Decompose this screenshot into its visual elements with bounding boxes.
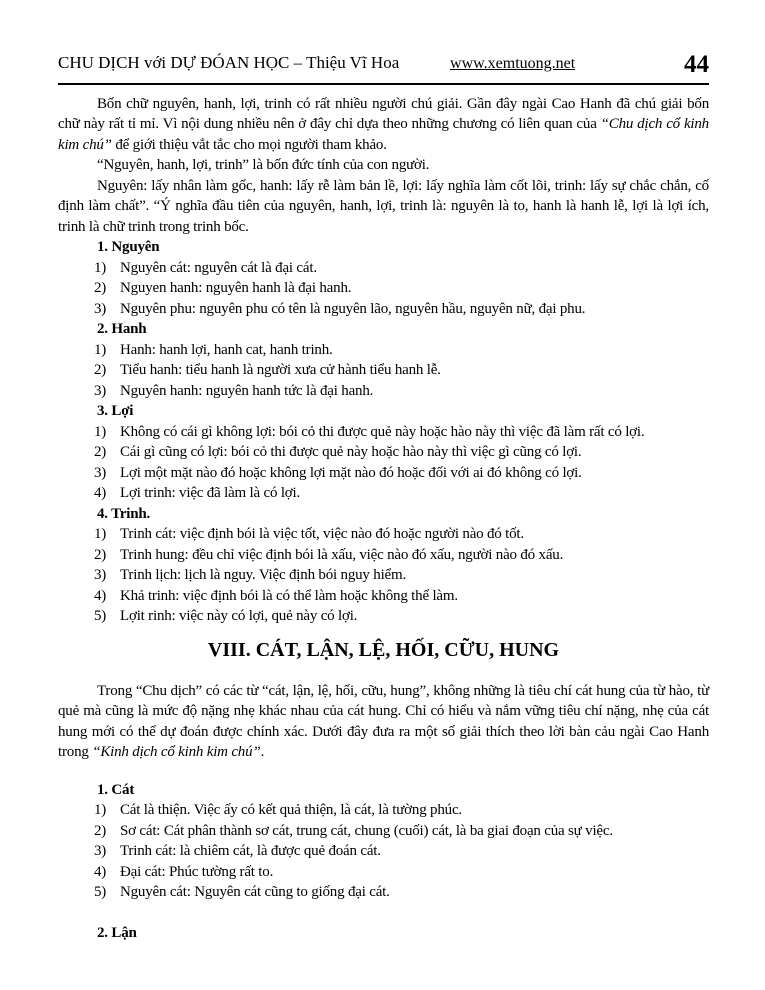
list-item-text: Nguyên cát: Nguyên cát cũng to giống đại cát.: [120, 884, 390, 900]
list-item-number: 2): [94, 362, 107, 378]
list-item-number: 5): [94, 608, 107, 624]
list-item: [58, 565, 709, 586]
list-item-number: 3): [94, 843, 107, 859]
list-item: [58, 422, 709, 443]
paragraph-text: “Nguyên, hanh, lợi, trinh” là bốn đức tính của con người.: [97, 157, 430, 173]
list-item-text: Lợi một mặt nào đó hoặc không lợi mặt nào đó hoặc đối với ai đó không có lợi.: [120, 464, 582, 481]
list-item-text: Nguyen hanh: nguyên hanh là đại hanh.: [120, 280, 352, 296]
document-body: [58, 94, 709, 944]
list-item-text: Trinh cát: việc định bói là việc tốt, việc nào đó hoặc người nào đó tốt.: [120, 526, 524, 542]
book-title-italic: “Chu dịch cổ kinh kim chú”: [58, 116, 709, 153]
paragraph: [58, 155, 709, 176]
list-item-text: Hanh: hanh lợi, hanh cat, hanh trinh.: [120, 341, 333, 358]
list-item: [58, 340, 709, 361]
list-item: [58, 463, 709, 484]
paragraph-text: Trong “Chu dịch” có các từ “cát, lận, lệ, hối, cữu, hung”, không những là tiêu chí cát hung của từ hào, từ quẻ mà cũng là mức độ nặng nhẹ khác nhau của cát hung. Chỉ có hiểu và nắm vững tiêu chí nặng, nhẹ của cát hung mới có thể dự đoán được chính xác. Dưới đây đưa ra một số giải thích theo lời bàn cảu ngài Cao Hanh trong: [58, 682, 709, 760]
list-item: [58, 606, 709, 627]
list-item: [58, 882, 709, 903]
paragraph-text: .: [260, 744, 265, 760]
list-item-text: Trinh cát: là chiêm cát, là được quẻ đoán cát.: [120, 843, 381, 859]
list-item-number: 1): [94, 341, 107, 358]
section-heading: 1. Cát: [97, 781, 135, 798]
header-title: CHU DỊCH với DỰ ĐÓAN HỌC – Thiệu Vĩ Hoa: [58, 52, 400, 72]
list-item: [58, 800, 709, 821]
book-title-italic: “Kinh dịch cổ kinh kim chú”: [92, 744, 261, 760]
section-heading: 2. Lận: [97, 924, 137, 941]
list-item-number: 4): [94, 485, 107, 501]
header-divider: [58, 83, 709, 85]
list-item-number: 3): [94, 464, 107, 481]
list-item-text: Đại cát: Phúc tường rất to.: [120, 863, 274, 880]
list-item: [58, 545, 709, 566]
paragraph: [58, 176, 709, 238]
list-item-text: Khả trinh: việc định bói là có thể làm hoặc không thể làm.: [120, 587, 458, 604]
list-item-text: Nguyên phu: nguyên phu có tên là nguyên lão, nguyên hầu, nguyên nữ, đại phu.: [120, 300, 586, 317]
list-item-number: 1): [94, 802, 107, 818]
list-item-number: 2): [94, 546, 107, 563]
list-item: [58, 586, 709, 607]
list-item-text: Nguyên hanh: nguyên hanh tức là đại hanh.: [120, 382, 374, 399]
list-item: [58, 841, 709, 862]
list-item-text: Cát là thiện. Việc ấy có kết quả thiện, là cát, là tường phúc.: [120, 802, 462, 818]
paragraph: [58, 681, 709, 763]
paragraph-text: để giới thiệu vắt tắc cho mọi người tham khảo.: [111, 136, 387, 153]
list-item-number: 4): [94, 863, 107, 880]
site-url-link[interactable]: www.xemtuong.net: [450, 54, 576, 72]
list-item-number: 3): [94, 567, 107, 583]
list-item-text: Trinh lịch: lịch là nguy. Việc định bói nguy hiểm.: [120, 567, 407, 583]
section-heading: 1. Nguyên: [97, 239, 160, 255]
list-item-text: Trinh hung: đều chỉ việc định bói là xấu, việc nào đó xấu, người nào đó xấu.: [120, 546, 564, 563]
list-item-number: 5): [94, 884, 107, 900]
list-item-number: 2): [94, 822, 107, 839]
section-heading: 2. Hanh: [97, 321, 147, 337]
list-item: [58, 258, 709, 279]
list-item-text: Không có cái gì không lợi: bói cỏ thi được quẻ này hoặc hào này thì việc đã làm rất có lợi.: [120, 423, 645, 440]
list-item-number: 1): [94, 423, 107, 440]
list-item: [58, 862, 709, 883]
list-item-number: 2): [94, 280, 107, 296]
list-item-number: 2): [94, 444, 107, 460]
list-item-text: Lợit rinh: việc này có lợi, quẻ này có lợi.: [120, 608, 358, 624]
list-item: [58, 299, 709, 320]
list-item-text: Nguyên cát: nguyên cát là đại cát.: [120, 259, 317, 276]
page-number: 44: [683, 51, 709, 78]
list-item-text: Cái gì cũng có lợi: bói cỏ thi được quẻ này hoặc hào này thì việc gì cũng có lợi.: [120, 444, 582, 460]
page-header: [58, 45, 709, 78]
paragraph-text: Bốn chữ nguyên, hanh, lợi, trinh có rất nhiều người chú giải. Gần đây ngài Cao Hanh đã chú giải bốn chữ này rất tỉ mỉ. Vì nội dung nhiều nên ở đây chỉ dựa theo những chương có liên quan của: [58, 95, 709, 132]
list-item: [58, 360, 709, 381]
paragraph-text: Nguyên: lấy nhân làm gốc, hanh: lấy rễ làm bản lề, lợi: lấy nghĩa làm cốt lõi, trinh: lấy sự chắc chắn, cố định làm chất”. “Ý nghĩa đầu tiên của nguyên, hanh, lợi, trinh là: nguyên là to, hanh là hanh lễ, lợi là lợi ích, trinh là chữ trinh trong trinh bốc.: [58, 177, 709, 235]
list-item-text: Sơ cát: Cát phân thành sơ cát, trung cát, chung (cuối) cát, là ba giai đoạn của sự việc.: [120, 822, 613, 839]
list-item-text: Lợi trinh: việc đã làm là có lợi.: [120, 485, 301, 501]
list-item: [58, 442, 709, 463]
paragraph: [58, 94, 709, 156]
section-heading: 3. Lợi: [97, 403, 134, 419]
chapter-heading: VIII. CÁT, LẬN, LỆ, HỐI, CỮU, HUNG: [207, 638, 560, 661]
list-item: [58, 381, 709, 402]
list-item-number: 3): [94, 300, 107, 317]
list-item-text: Tiểu hanh: tiểu hanh là người xưa cử hành tiểu hanh lễ.: [120, 362, 441, 378]
list-item-number: 1): [94, 259, 107, 276]
list-item-number: 4): [94, 587, 107, 604]
list-item: [58, 524, 709, 545]
list-item-number: 3): [94, 382, 107, 399]
list-item: [58, 821, 709, 842]
list-item-number: 1): [94, 526, 107, 542]
section-heading: 4. Trinh.: [97, 505, 151, 522]
list-item: [58, 483, 709, 504]
list-item: [58, 278, 709, 299]
